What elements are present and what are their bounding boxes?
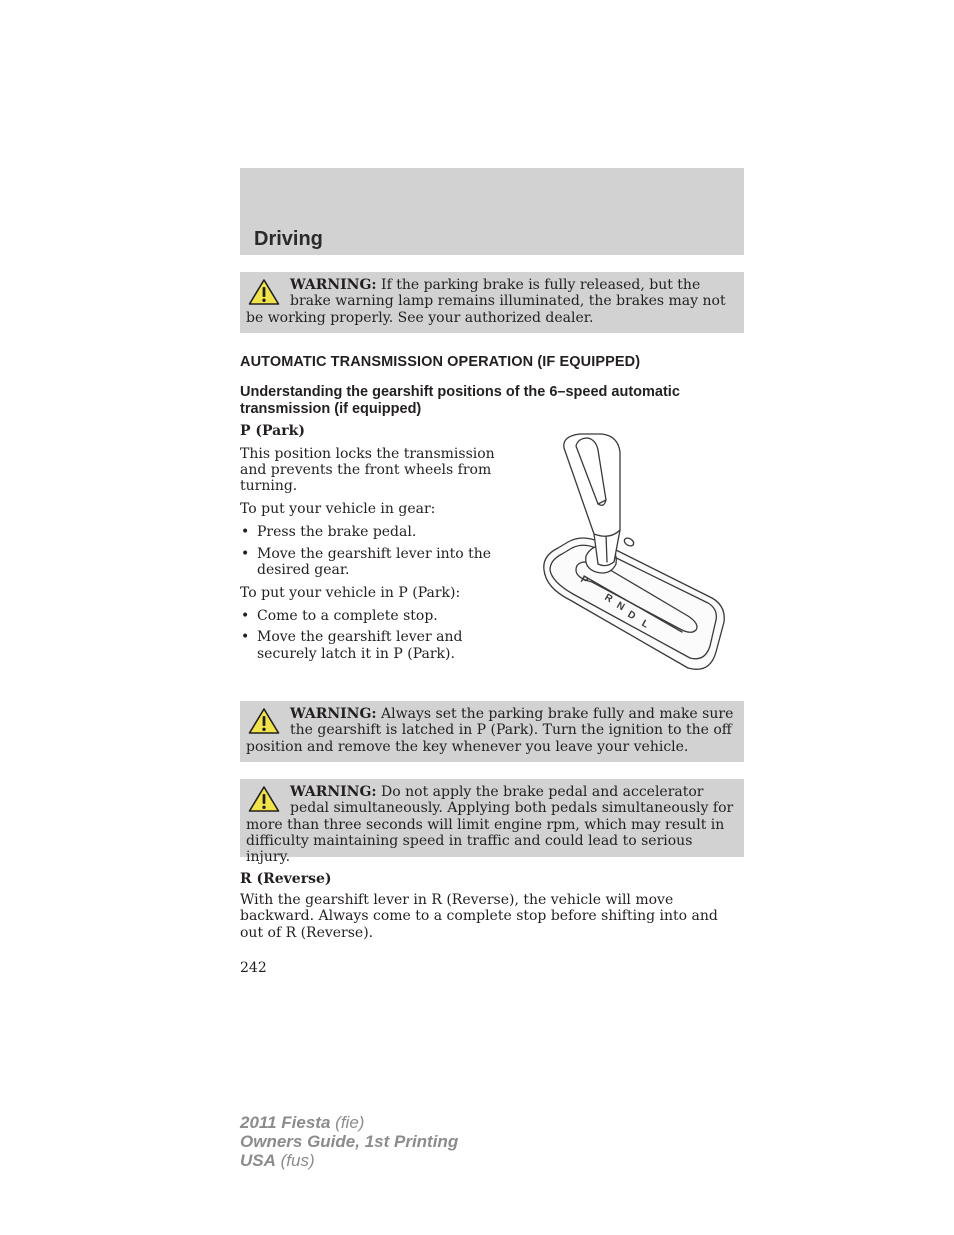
park-title: P (Park) (240, 423, 305, 439)
warning-label: WARNING: (290, 784, 377, 800)
footer-line-market (240, 1151, 458, 1170)
warning-text: Do not apply the brake pedal and accelerator pedal simultaneously. Applying both pedals simultaneously for more than three seconds will limit engine rpm, which may result in difficulty maintaining speed in traffic and could lead to serious injury. (246, 784, 734, 866)
warning-text: If the parking brake is fully released, but the brake warning lamp remains illuminated, the brakes may not be working properly. See your authorized dealer. (246, 277, 726, 326)
warning-label: WARNING: (290, 706, 377, 722)
print-footer (240, 1113, 458, 1170)
warning-triangle-icon (248, 278, 282, 308)
reverse-description: With the gearshift lever in R (Reverse), the vehicle will move backward. Always come to a complete stop before shifting into and out of R (Reverse). (240, 892, 718, 941)
park-description: This position locks the transmission and prevents the front wheels from turning. (240, 445, 495, 495)
footer-printing: Owners Guide, 1st Printing (240, 1132, 459, 1151)
park-column (240, 423, 495, 669)
warning-triangle-icon (248, 785, 282, 815)
reverse-title: R (Reverse) (240, 871, 332, 887)
gear-steps-list (240, 524, 495, 578)
list-item: • Press the brake pedal. (240, 524, 495, 540)
footer-model-code: (fie) (335, 1113, 365, 1132)
footer-market: USA (240, 1151, 276, 1170)
warning-box-parking-brake (240, 272, 744, 333)
section-title: AUTOMATIC TRANSMISSION OPERATION (IF EQUIPPED) (240, 354, 641, 370)
header-band (240, 168, 744, 255)
section-header-title: Driving (254, 228, 323, 250)
list-item: • Come to a complete stop. (240, 608, 495, 624)
warning-label: WARNING: (290, 277, 377, 293)
gear-intro: To put your vehicle in gear: (240, 501, 436, 518)
list-item: • Move the gearshift lever and securely latch it in P (Park). (240, 629, 495, 662)
warning-text: Always set the parking brake fully and make sure the gearshift is latched in P (Park). Turn the ignition to the off position and remove the key whenever you leave your vehicle. (246, 706, 734, 755)
warning-box-pedals (240, 779, 744, 866)
gate-label-l: L (639, 618, 651, 631)
warning-box-latch-park (240, 701, 744, 762)
gate-label-n: N (614, 600, 627, 614)
gate-label-d: D (625, 609, 638, 623)
gate-label-p: P (578, 574, 590, 587)
footer-line-printing (240, 1132, 458, 1151)
list-item: • Move the gearshift lever into the desired gear. (240, 546, 495, 579)
gate-label-r: R (602, 592, 615, 606)
footer-line-model (240, 1113, 458, 1132)
gearshift-illustration (540, 430, 730, 675)
subsection-title: Understanding the gearshift positions of the 6–speed automatic transmission (if equipped) (240, 384, 680, 417)
park-steps-list (240, 608, 495, 662)
park-intro: To put your vehicle in P (Park): (240, 584, 461, 601)
page-number: 242 (240, 960, 267, 976)
footer-market-code: (fus) (280, 1151, 315, 1170)
warning-triangle-icon (248, 707, 282, 737)
footer-model: 2011 Fiesta (240, 1113, 331, 1132)
